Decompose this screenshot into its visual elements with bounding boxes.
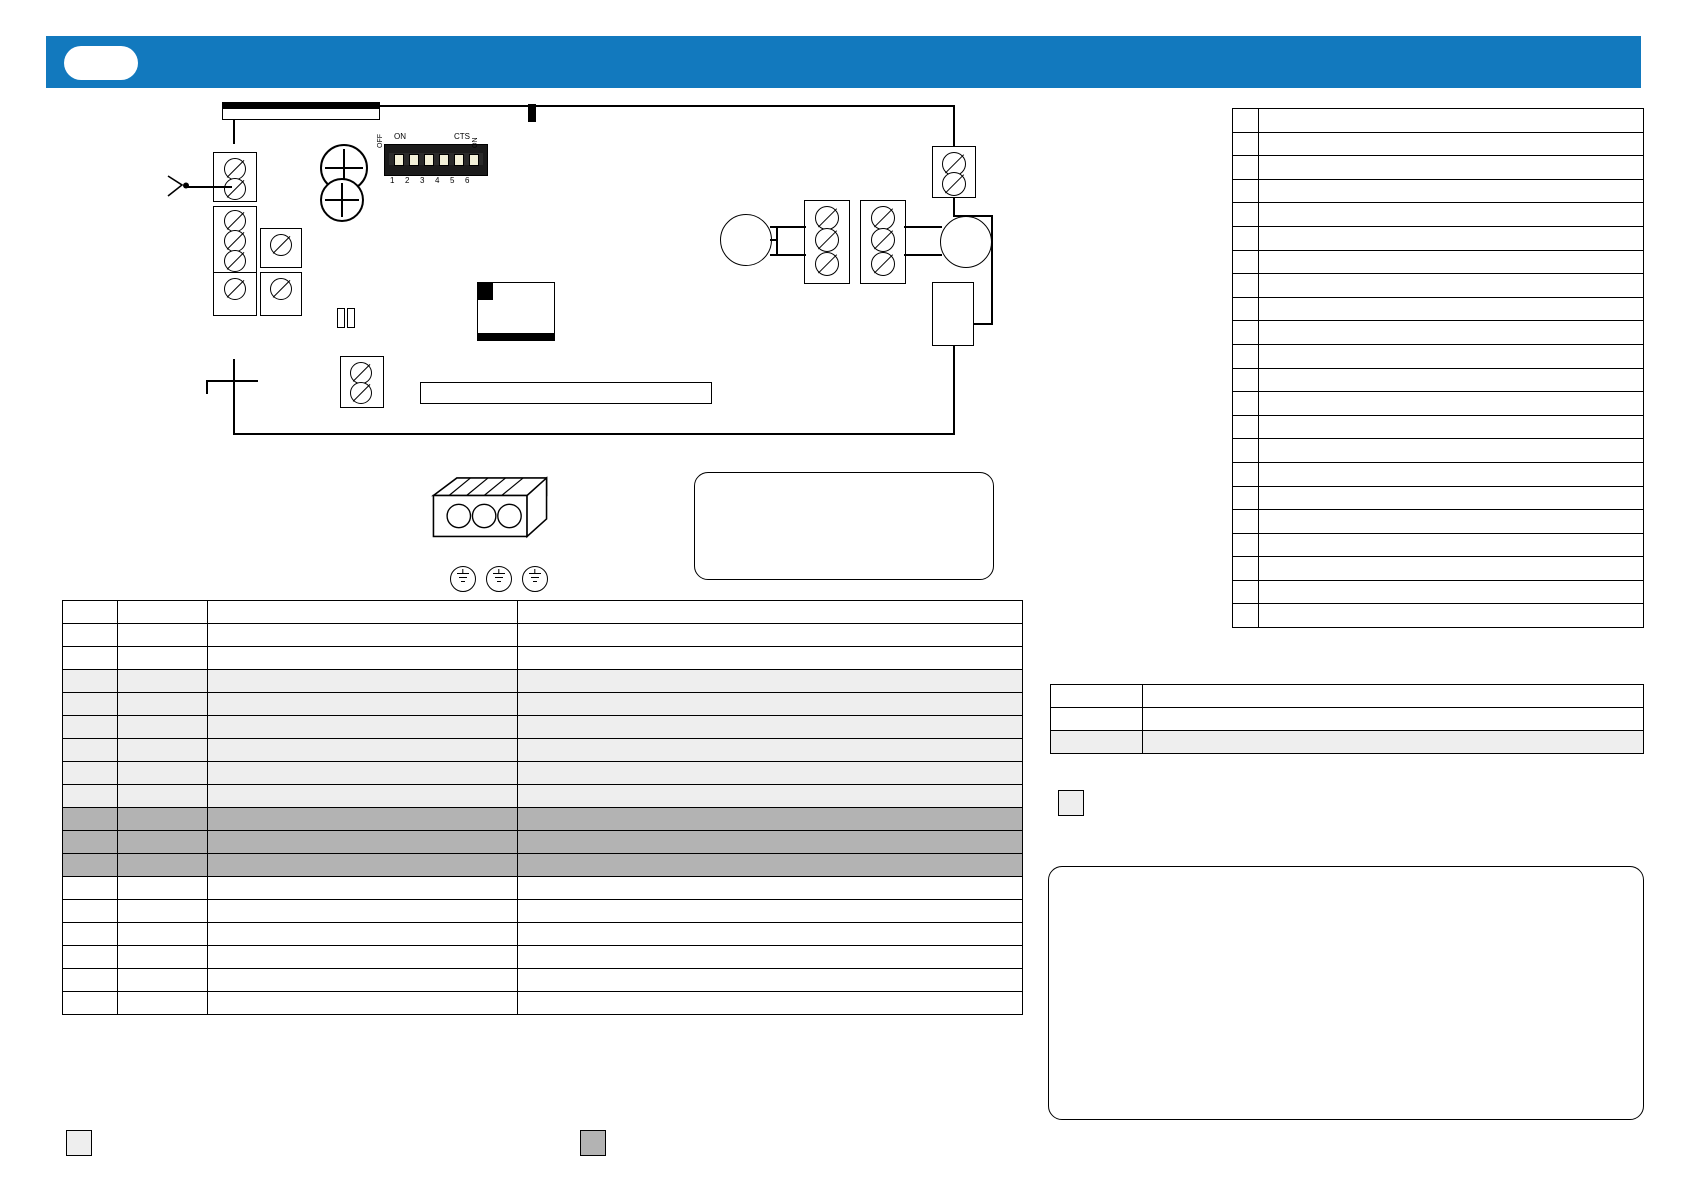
dip-switch-2[interactable] bbox=[409, 154, 419, 166]
table-row bbox=[63, 923, 1023, 946]
earth-ground-icon bbox=[450, 566, 476, 592]
table-cell bbox=[518, 854, 1023, 877]
table-cell bbox=[518, 969, 1023, 992]
table-row bbox=[63, 946, 1023, 969]
table-cell bbox=[518, 647, 1023, 670]
main-table-header bbox=[63, 601, 1023, 624]
numbered-table-row bbox=[1233, 274, 1644, 298]
table-cell bbox=[118, 716, 208, 739]
numbered-table-text bbox=[1259, 557, 1644, 581]
numbered-table-text bbox=[1259, 439, 1644, 463]
table-cell bbox=[63, 693, 118, 716]
notes-panel bbox=[1048, 866, 1644, 1120]
numbered-table-index bbox=[1233, 344, 1259, 368]
numbered-table-text bbox=[1259, 415, 1644, 439]
terminal-screw bbox=[942, 172, 966, 196]
table-cell bbox=[118, 670, 208, 693]
main-table-body bbox=[63, 624, 1023, 1015]
numbered-table-row bbox=[1233, 321, 1644, 345]
secondary-table-row bbox=[1051, 685, 1644, 708]
numbered-table-row bbox=[1233, 344, 1644, 368]
table-cell bbox=[63, 831, 118, 854]
table-row bbox=[63, 670, 1023, 693]
terminal-screw bbox=[270, 278, 292, 300]
legend-swatch-light bbox=[66, 1130, 92, 1156]
table-cell bbox=[118, 762, 208, 785]
numbered-table-index bbox=[1233, 533, 1259, 557]
notes-panel-line bbox=[1067, 963, 1627, 983]
table-cell bbox=[1051, 685, 1143, 708]
terminal-screw bbox=[815, 228, 839, 252]
table-cell bbox=[1051, 731, 1143, 754]
table-cell bbox=[208, 716, 518, 739]
table-row bbox=[63, 969, 1023, 992]
numbered-table-index bbox=[1233, 109, 1259, 133]
table-cell bbox=[208, 854, 518, 877]
numbered-table-row bbox=[1233, 250, 1644, 274]
numbered-table-text bbox=[1259, 156, 1644, 180]
table-cell bbox=[118, 923, 208, 946]
dip-cts-label: CTS bbox=[454, 132, 470, 141]
table-cell bbox=[63, 739, 118, 762]
table-cell bbox=[118, 831, 208, 854]
numbered-table-index bbox=[1233, 368, 1259, 392]
secondary-table-body bbox=[1051, 685, 1644, 754]
table-cell bbox=[118, 647, 208, 670]
table-row bbox=[63, 854, 1023, 877]
numbered-table-index bbox=[1233, 274, 1259, 298]
terminal-screw bbox=[350, 382, 372, 404]
terminal-screw bbox=[224, 278, 246, 300]
table-cell bbox=[208, 946, 518, 969]
table-row bbox=[63, 693, 1023, 716]
table-cell bbox=[518, 877, 1023, 900]
numbered-table-text bbox=[1259, 226, 1644, 250]
table-cell bbox=[63, 946, 118, 969]
notes-panel-line bbox=[1067, 1003, 1627, 1023]
wire bbox=[904, 226, 942, 228]
terminal-screw bbox=[224, 178, 246, 200]
table-row bbox=[63, 831, 1023, 854]
numbered-table-row bbox=[1233, 203, 1644, 227]
external-switch-symbol bbox=[166, 172, 206, 206]
top-edge-connector-bar bbox=[222, 102, 380, 109]
secondary-legend-swatch bbox=[1058, 790, 1084, 816]
numbered-table-row bbox=[1233, 604, 1644, 628]
table-cell bbox=[63, 785, 118, 808]
table-cell bbox=[63, 624, 118, 647]
earth-ground-icon bbox=[522, 566, 548, 592]
numbered-table-row bbox=[1233, 297, 1644, 321]
table-cell bbox=[208, 739, 518, 762]
dip-pos-1: 1 bbox=[390, 176, 395, 185]
terminal-screw bbox=[224, 250, 246, 272]
table-cell bbox=[208, 670, 518, 693]
table-row bbox=[63, 716, 1023, 739]
table-row bbox=[63, 808, 1023, 831]
table-cell bbox=[518, 693, 1023, 716]
table-cell bbox=[63, 716, 118, 739]
numbered-table-row bbox=[1233, 557, 1644, 581]
table-cell bbox=[118, 808, 208, 831]
table-cell bbox=[208, 808, 518, 831]
numbered-table-row bbox=[1233, 109, 1644, 133]
table-cell bbox=[208, 624, 518, 647]
numbered-table-text bbox=[1259, 368, 1644, 392]
earth-ground-icon bbox=[486, 566, 512, 592]
jumper-pin-1[interactable] bbox=[337, 308, 345, 328]
table-row bbox=[63, 739, 1023, 762]
table-cell bbox=[518, 946, 1023, 969]
numbered-reference-table bbox=[1232, 108, 1644, 628]
legend-swatch-dark bbox=[580, 1130, 606, 1156]
table-cell bbox=[63, 900, 118, 923]
numbered-table-text bbox=[1259, 274, 1644, 298]
numbered-table-text bbox=[1259, 533, 1644, 557]
notes-panel-line bbox=[1067, 883, 1627, 903]
table-cell bbox=[63, 854, 118, 877]
numbered-table-row bbox=[1233, 580, 1644, 604]
terminal-screw bbox=[224, 230, 246, 252]
table-cell bbox=[118, 739, 208, 762]
numbered-table-text bbox=[1259, 179, 1644, 203]
table-cell bbox=[118, 969, 208, 992]
terminal-screw bbox=[224, 158, 246, 180]
table-cell bbox=[63, 923, 118, 946]
numbered-table-row bbox=[1233, 368, 1644, 392]
relay-round-2 bbox=[320, 178, 364, 222]
numbered-table-body bbox=[1233, 109, 1644, 628]
numbered-table-row bbox=[1233, 156, 1644, 180]
numbered-table-row bbox=[1233, 486, 1644, 510]
table-cell bbox=[63, 670, 118, 693]
table-cell bbox=[208, 900, 518, 923]
numbered-table-index bbox=[1233, 297, 1259, 321]
numbered-table-index bbox=[1233, 203, 1259, 227]
table-cell bbox=[208, 992, 518, 1015]
numbered-table-text bbox=[1259, 321, 1644, 345]
numbered-table-text bbox=[1259, 580, 1644, 604]
numbered-table-row bbox=[1233, 462, 1644, 486]
secondary-table-row bbox=[1051, 731, 1644, 754]
component-top-center bbox=[528, 104, 536, 122]
numbered-table-index bbox=[1233, 486, 1259, 510]
table-cell bbox=[518, 923, 1023, 946]
table-cell bbox=[518, 808, 1023, 831]
numbered-table-row bbox=[1233, 415, 1644, 439]
table-cell bbox=[118, 854, 208, 877]
numbered-table-text bbox=[1259, 297, 1644, 321]
dip-on-side-label: ON bbox=[472, 137, 479, 148]
module-center-marker bbox=[477, 282, 493, 300]
terminal-screw bbox=[871, 252, 895, 276]
table-cell bbox=[208, 693, 518, 716]
table-cell bbox=[63, 808, 118, 831]
external-lead-wire-3 bbox=[206, 380, 208, 394]
numbered-table-index bbox=[1233, 156, 1259, 180]
main-table-col-0 bbox=[63, 601, 118, 624]
terminal-screw bbox=[815, 206, 839, 230]
main-table-col-1 bbox=[118, 601, 208, 624]
table-cell bbox=[518, 670, 1023, 693]
dip-switch[interactable] bbox=[384, 144, 488, 176]
table-header-row bbox=[63, 601, 1023, 624]
numbered-table-index bbox=[1233, 415, 1259, 439]
table-cell bbox=[518, 762, 1023, 785]
table-cell bbox=[518, 739, 1023, 762]
transformer-right bbox=[940, 216, 992, 268]
table-cell bbox=[208, 647, 518, 670]
numbered-table-index bbox=[1233, 462, 1259, 486]
table-cell bbox=[63, 877, 118, 900]
notes-panel-line bbox=[1067, 943, 1627, 963]
numbered-table-text bbox=[1259, 392, 1644, 416]
secondary-table bbox=[1050, 684, 1644, 754]
bottom-edge-connector bbox=[420, 382, 712, 404]
numbered-table-index bbox=[1233, 179, 1259, 203]
dip-pos-2: 2 bbox=[405, 176, 410, 185]
numbered-table-text bbox=[1259, 510, 1644, 534]
numbered-table-index bbox=[1233, 392, 1259, 416]
terminal-screw bbox=[350, 362, 372, 384]
notes-panel-line bbox=[1067, 903, 1627, 923]
numbered-table-row bbox=[1233, 179, 1644, 203]
numbered-table-row bbox=[1233, 226, 1644, 250]
numbered-table-row bbox=[1233, 132, 1644, 156]
table-row bbox=[63, 992, 1023, 1015]
table-cell bbox=[208, 785, 518, 808]
dip-pos-3: 3 bbox=[420, 176, 425, 185]
table-cell bbox=[1143, 731, 1644, 754]
table-cell bbox=[208, 831, 518, 854]
terminal-screw bbox=[224, 210, 246, 232]
table-cell bbox=[118, 946, 208, 969]
notes-panel-line bbox=[1067, 923, 1627, 943]
table-cell bbox=[63, 647, 118, 670]
table-cell bbox=[1143, 708, 1644, 731]
table-cell bbox=[118, 992, 208, 1015]
table-row bbox=[63, 785, 1023, 808]
terminal-screw bbox=[270, 234, 292, 256]
table-cell bbox=[118, 877, 208, 900]
table-cell bbox=[63, 992, 118, 1015]
table-cell bbox=[208, 762, 518, 785]
header-tag bbox=[64, 46, 138, 80]
table-cell bbox=[518, 624, 1023, 647]
wire bbox=[904, 254, 942, 256]
numbered-table-index bbox=[1233, 439, 1259, 463]
numbered-table-index bbox=[1233, 557, 1259, 581]
notes-panel-line bbox=[1067, 983, 1627, 1003]
table-cell bbox=[518, 785, 1023, 808]
terminal-screw bbox=[815, 252, 839, 276]
table-cell bbox=[118, 693, 208, 716]
table-cell bbox=[63, 969, 118, 992]
table-cell bbox=[518, 831, 1023, 854]
numbered-table-text bbox=[1259, 486, 1644, 510]
main-table-col-2 bbox=[208, 601, 518, 624]
dip-pos-6: 6 bbox=[465, 176, 470, 185]
table-row bbox=[63, 647, 1023, 670]
table-row bbox=[63, 624, 1023, 647]
table-row bbox=[63, 762, 1023, 785]
dip-switch-5[interactable] bbox=[454, 154, 464, 166]
header-bar bbox=[46, 36, 1641, 88]
table-cell bbox=[208, 969, 518, 992]
dip-switch-3[interactable] bbox=[424, 154, 434, 166]
module-center-bar bbox=[477, 334, 555, 341]
numbered-table-row bbox=[1233, 439, 1644, 463]
numbered-table-index bbox=[1233, 132, 1259, 156]
transformer-left bbox=[720, 214, 772, 266]
numbered-table-text bbox=[1259, 604, 1644, 628]
main-specification-table bbox=[62, 600, 1023, 1015]
table-row bbox=[63, 877, 1023, 900]
numbered-table-index bbox=[1233, 510, 1259, 534]
table-cell bbox=[518, 716, 1023, 739]
table-cell bbox=[118, 900, 208, 923]
table-cell bbox=[1051, 708, 1143, 731]
numbered-table-index bbox=[1233, 604, 1259, 628]
connector-plug-3d bbox=[430, 476, 550, 554]
numbered-table-text bbox=[1259, 203, 1644, 227]
wire bbox=[776, 226, 778, 256]
jumper-pin-2[interactable] bbox=[347, 308, 355, 328]
dip-pos-5: 5 bbox=[450, 176, 455, 185]
table-cell bbox=[63, 762, 118, 785]
table-cell bbox=[118, 785, 208, 808]
secondary-table-row bbox=[1051, 708, 1644, 731]
table-cell bbox=[518, 992, 1023, 1015]
external-lead-wire-2 bbox=[206, 380, 258, 382]
dip-pos-4: 4 bbox=[435, 176, 440, 185]
numbered-table-index bbox=[1233, 321, 1259, 345]
terminal-screw bbox=[871, 228, 895, 252]
table-cell bbox=[118, 624, 208, 647]
numbered-table-row bbox=[1233, 392, 1644, 416]
dip-switch-4[interactable] bbox=[439, 154, 449, 166]
numbered-table-row bbox=[1233, 533, 1644, 557]
table-row bbox=[63, 900, 1023, 923]
terminal-screw bbox=[871, 206, 895, 230]
numbered-table-text bbox=[1259, 132, 1644, 156]
dip-off-label: OFF bbox=[377, 134, 384, 148]
numbered-table-row bbox=[1233, 510, 1644, 534]
numbered-table-index bbox=[1233, 226, 1259, 250]
control-board-diagram bbox=[232, 104, 1012, 438]
component-right-rect bbox=[932, 282, 974, 346]
numbered-table-text bbox=[1259, 250, 1644, 274]
dip-switch-1[interactable] bbox=[394, 154, 404, 166]
table-cell bbox=[208, 923, 518, 946]
numbered-table-text bbox=[1259, 344, 1644, 368]
main-table-col-3 bbox=[518, 601, 1023, 624]
numbered-table-text bbox=[1259, 462, 1644, 486]
table-cell bbox=[518, 900, 1023, 923]
diagram-note-box bbox=[694, 472, 994, 580]
numbered-table-index bbox=[1233, 580, 1259, 604]
dip-switch-6[interactable] bbox=[469, 154, 479, 166]
numbered-table-index bbox=[1233, 250, 1259, 274]
notes-panel-lines bbox=[1067, 883, 1627, 1023]
table-cell bbox=[208, 877, 518, 900]
numbered-table-text bbox=[1259, 109, 1644, 133]
table-cell bbox=[1143, 685, 1644, 708]
dip-on-label: ON bbox=[394, 132, 406, 141]
